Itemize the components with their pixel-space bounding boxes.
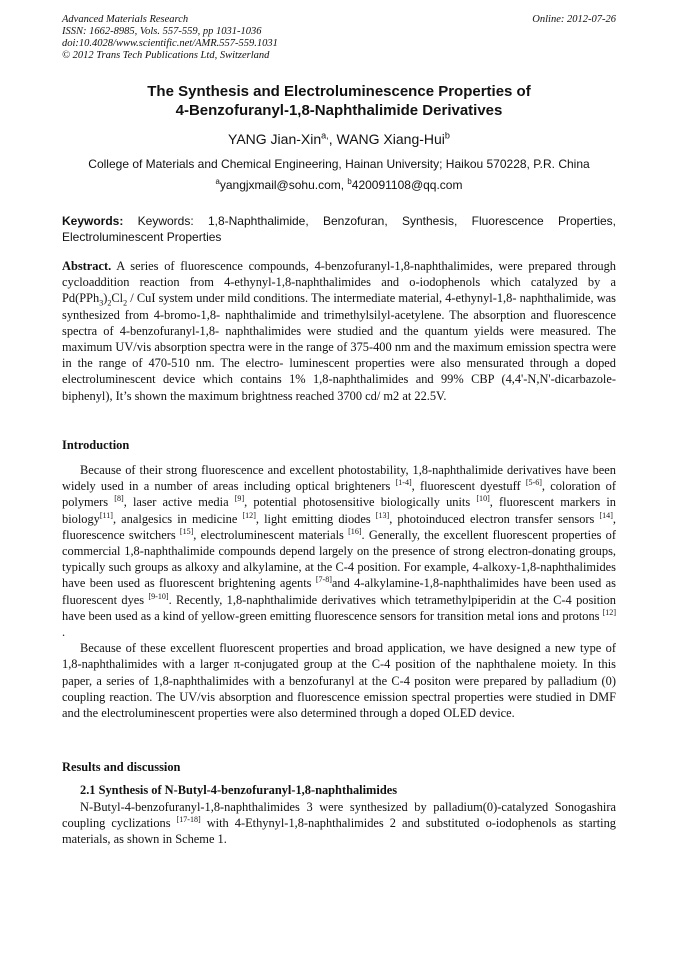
citation: [7-8] [315, 575, 332, 585]
keywords-label: Keywords: [62, 214, 124, 228]
abstract-text-2: ) [103, 291, 108, 306]
title-line-2: 4-Benzofuranyl-1,8-Naphthalimide Derivatives [175, 102, 503, 119]
abstract-text-3: Cl [111, 291, 124, 306]
intro-p1-text: and 4-alkylamine-1,8-naphthalimides have been used as fluorescent dyes [62, 576, 616, 607]
author-2: WANG Xiang-Hui [336, 131, 445, 147]
journal-name: Advanced Materials Research [62, 14, 189, 25]
intro-p1-text: , analgesics in medicine [112, 511, 243, 526]
intro-p1-text: , potential photosensitive biologically units [244, 495, 477, 510]
intro-p1-text: , fluorescent dyestuff [411, 479, 526, 494]
results-heading: Results and discussion [62, 760, 181, 774]
results-p1-text: N-Butyl-4-benzofuranyl-1,8-naphthalimides 3 were synthesized by palladium(0)-catalyzed Sonogashira coupling cyclizations [62, 800, 616, 831]
citation: [15] [179, 526, 194, 536]
intro-p1-text: , fluorescent markers in biology [62, 495, 617, 526]
keywords-text: Keywords: 1,8-Naphthalimide, Benzofuran, Synthesis, Fluorescence Properties, Electroluminescent Properties [62, 214, 616, 244]
citation: [16] [348, 526, 362, 536]
results-p1-text: with 4-Ethynyl-1,8-naphthalimides 2 and substituted o-iodophenols as starting materials, as shown in Scheme 1. [62, 816, 616, 847]
intro-p1-text: , fluorescence switchers [62, 511, 616, 542]
online-date: Online: 2012-07-26 [532, 14, 616, 25]
abstract-label: Abstract. [62, 259, 112, 273]
intro-heading: Introduction [62, 438, 130, 452]
abstract-sub-3: 2 [123, 298, 128, 308]
abstract-text-1: A series of fluorescence compounds, 4-benzofuranyl-1,8-naphthalimides, were prepared through cycloaddition reaction from 4-ethynyl-1,8-naphthalimides and o-iodophenols which catalyzed by a Pd(PPh [62, 259, 616, 306]
citation: [5-6] [525, 478, 542, 488]
title-line-1: The Synthesis and Electroluminescence Properties of [147, 83, 531, 100]
issn-line: ISSN: 1662-8985, Vols. 557-559, pp 1031-1036 [62, 26, 262, 37]
intro-p1-text: . Recently, 1,8-naphthalimide derivatives which tetramethylpiperidin at the C-4 position have been used as a kind of yellow-green emitting fluorescence sensors for transition metal ions and protons [62, 592, 617, 623]
running-header [62, 14, 616, 62]
keywords-block [62, 213, 616, 245]
email-b-mark: b [347, 177, 352, 186]
copyright-line: © 2012 Trans Tech Publications Ltd, Switzerland [62, 50, 270, 61]
citation: [13] [375, 510, 390, 520]
abstract-block [62, 258, 616, 404]
intro-p1-text: , light emitting diodes [255, 511, 376, 526]
citation: [1-4] [395, 478, 412, 488]
abstract-sub-1: 3 [99, 298, 104, 308]
paper-title [62, 82, 616, 120]
abstract-text-4: / CuI system under mild conditions. The intermediate material, 4-ethynyl-1,8- naphthalimide, was synthesized from 4-bromo-1,8- naphthalimide and trimethylsilyl-acetylene. The absorption and fluorescence spectra of 4-benzofuranyl-1,8- naphthalimides were studied and the quantum yields were measured. The maximum UV/vis absorption spectra were in the range of 375-400 nm and the maximum emission spectra were in the range of 470-510 nm. The electro- luminescent properties were also mensurated through a doped electroluminescent device which contains 1% 1,8-naphthalimides and 99% CBP (4,4'-N,N'-dicarbazole-biphenyl), It’s shown the maximum brightness reached 3700 cd/ m2 at 22.5V. [62, 291, 616, 403]
intro-body [62, 462, 616, 721]
intro-p1-text: , laser active media [123, 495, 235, 510]
citation: [12] [602, 607, 616, 617]
abstract-sub-2: 2 [107, 298, 112, 308]
citation: [10] [476, 494, 490, 504]
email-b: 420091108@qq.com [351, 178, 463, 192]
author-1-mark: a, [321, 130, 329, 141]
results-paragraph-1 [62, 799, 616, 848]
doi-line: doi:10.4028/www.scientific.net/AMR.557-559.1031 [62, 38, 278, 49]
subsection-heading: 2.1 Synthesis of N-Butyl-4-benzofuranyl-1,8-naphthalimides [80, 783, 398, 797]
citation: [9-10] [148, 591, 169, 601]
citation: [11] [99, 510, 113, 520]
citation: [17-18] [176, 815, 201, 825]
citation: [12] [242, 510, 256, 520]
intro-p1-text: , electroluminescent materials [193, 527, 349, 542]
intro-p1-text: . [62, 625, 66, 640]
intro-p1-text: Because of their strong fluorescence and excellent photostability, 1,8-naphthalimide derivatives have been widely used in a number of areas including optical brighteners [62, 463, 616, 494]
author-1: YANG Jian-Xin [228, 131, 322, 147]
intro-p1-text: . Generally, the excellent fluorescent properties of commercial 1,8-naphthalimide compounds depend largely on the presence of strong electron-donating groups, typically such groups as alkoxy and alkylamine, at the C-4 position. For example, 4-alkoxy-1,8-naphthalimides have been used as fluorescent brightening agents [62, 527, 616, 591]
citation: [9] [234, 494, 245, 504]
author-2-mark: b [444, 130, 450, 141]
affiliation: College of Materials and Chemical Engineering, Hainan University; Haikou 570228, P.R. China [88, 157, 590, 171]
email-line [62, 178, 616, 192]
author-line [62, 131, 616, 147]
intro-p1-text: , photoinduced electron transfer sensors [389, 511, 600, 526]
citation: [14] [599, 510, 613, 520]
author-separator: , [328, 131, 337, 147]
intro-paragraph-2: Because of these excellent fluorescent properties and broad application, we have designed a new type of 1,8-naphthalimides with a larger π-conjugated group at the C-4 position of the naphthalene moiety. In this paper, a series of 1,8-naphthalimides with a benzofuranyl at the C-4 positon were prepared by palladium (0) coupling reaction. The UV/vis absorption and fluorescence emission spectral properties were studied in DMF and the electroluminescent properties were also determined through a doped OLED device. [62, 641, 616, 721]
email-a-mark: a [215, 177, 220, 186]
email-a: yangjxmail@sohu.com, [219, 178, 348, 192]
citation: [8] [114, 494, 124, 504]
intro-paragraph-1 [62, 462, 616, 640]
results-body [62, 799, 616, 848]
intro-p1-text: , coloration of polymers [62, 479, 616, 510]
